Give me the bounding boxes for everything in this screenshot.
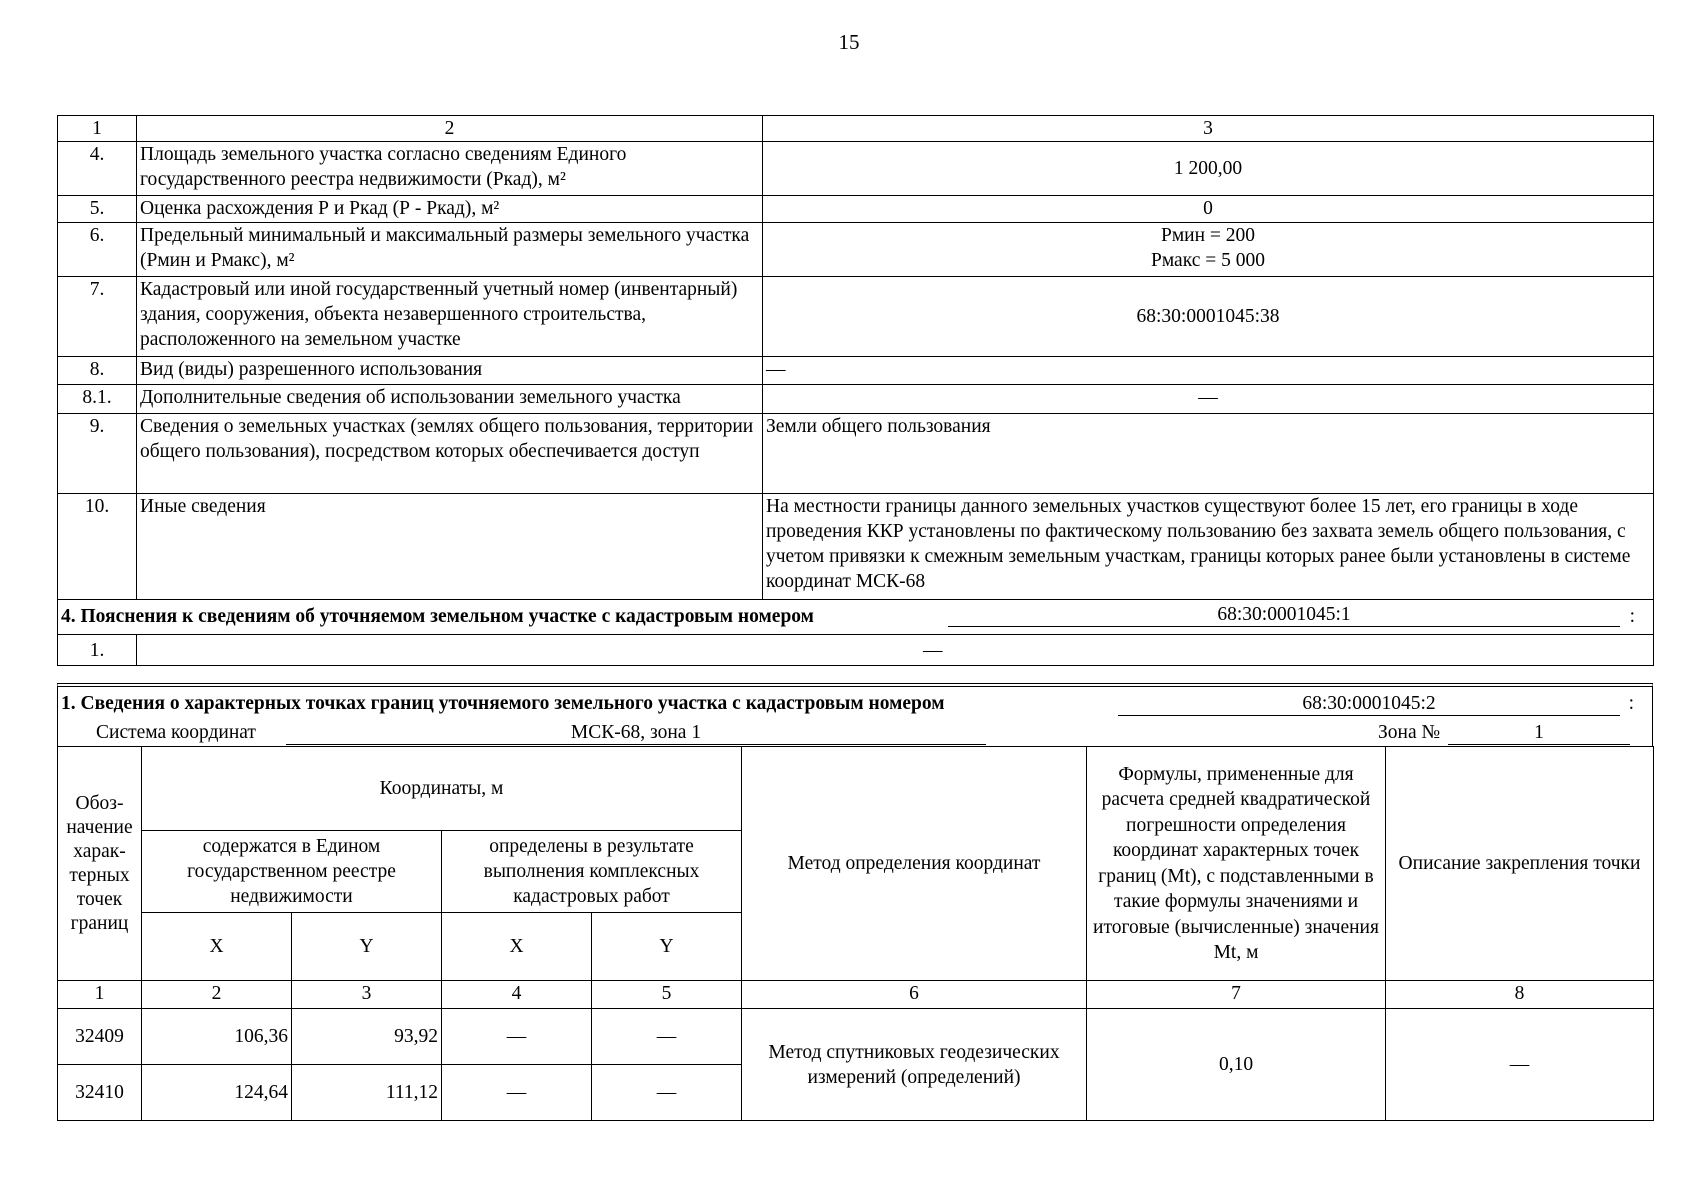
column-number: 4	[442, 981, 592, 1009]
table-row	[58, 414, 1654, 494]
section1-header	[57, 683, 1653, 746]
row-number: 1.	[58, 635, 137, 666]
table-row	[58, 223, 1654, 277]
section1-colon: :	[1628, 693, 1634, 714]
column-number: 7	[1087, 981, 1386, 1009]
header-method: Метод определения координат	[742, 747, 1087, 981]
min-size-value: Рмин = 200	[1160, 225, 1256, 246]
egrn-x: 106,36	[142, 1009, 292, 1065]
section4-row	[58, 600, 1654, 635]
row-value: —	[763, 385, 1654, 414]
column-number: 2	[142, 981, 292, 1009]
header-formulas: Формулы, примененные для расчета средней квадратической погрешности определения координат характерных точек границ (Mt), с подставленными в такие формулы значениями и итоговые (вычисленные) значения Mt, м	[1087, 747, 1386, 981]
header-designation: Обоз-начение харак-терных точек границ	[58, 747, 142, 981]
table-row	[58, 1009, 1654, 1065]
max-size-value: Рмакс = 5 000	[1151, 250, 1265, 271]
row-value: На местности границы данного земельных участков существуют более 15 лет, его границы в ходе проведения ККР установлены по фактическому пользованию без захвата земель общего пользования, с учетом привязки к смежным земельным участкам, границы которых ранее были установлены в системе координат МСК-68	[763, 494, 1654, 600]
row-value: —	[763, 357, 1654, 385]
row-value-cell	[763, 223, 1654, 277]
section1-title: 1. Сведения о характерных точках границ уточняемого земельного участка с кадастровым номером	[61, 693, 945, 714]
coord-system-label: Система координат	[96, 722, 256, 743]
kkr-y: —	[592, 1009, 742, 1065]
row-label: Кадастровый или иной государственный учетный номер (инвентарный) здания, сооружения, объекта незавершенного строительства, расположенного на земельном участке	[137, 277, 763, 357]
row-label: Площадь земельного участка согласно сведениям Единого государственного реестра недвижимости (Ркад), м²	[137, 142, 763, 196]
header-x: X	[442, 913, 592, 981]
zone-value: 1	[1448, 722, 1630, 745]
column-number: 8	[1386, 981, 1654, 1009]
section4-colon: :	[1629, 606, 1635, 627]
point-id: 32410	[58, 1065, 142, 1121]
table-row	[58, 196, 1654, 223]
kkr-y: —	[592, 1065, 742, 1121]
table-header-row	[58, 116, 1654, 142]
row-value: 0	[763, 196, 1654, 223]
header-coordinates: Координаты, м	[142, 747, 742, 831]
section4-cadastral-number: 68:30:0001045:1	[948, 604, 1620, 627]
table-row	[58, 277, 1654, 357]
row-value: —	[137, 635, 1654, 666]
row-number: 4.	[58, 142, 137, 196]
table-row	[58, 494, 1654, 600]
row-number: 10.	[58, 494, 137, 600]
row-number: 6.	[58, 223, 137, 277]
row-number: 8.	[58, 357, 137, 385]
row-label: Оценка расхождения Р и Ркад (Р - Ркад), м²	[137, 196, 763, 223]
row-number: 7.	[58, 277, 137, 357]
egrn-y: 111,12	[292, 1065, 442, 1121]
header-by-kkr: определены в результате выполнения комплексных кадастровых работ	[442, 831, 742, 913]
header-in-egrn: содержатся в Едином государственном реестре недвижимости	[142, 831, 442, 913]
egrn-y: 93,92	[292, 1009, 442, 1065]
row-label: Иные сведения	[137, 494, 763, 600]
table-row	[58, 385, 1654, 414]
column-number: 3	[763, 116, 1654, 142]
mt-value: 0,10	[1087, 1009, 1386, 1121]
row-label: Дополнительные сведения об использовании земельного участка	[137, 385, 763, 414]
column-number: 5	[592, 981, 742, 1009]
coord-system-value: МСК-68, зона 1	[286, 722, 986, 745]
row-label: Предельный минимальный и максимальный размеры земельного участка (Рмин и Рмакс), м²	[137, 223, 763, 277]
header-y: Y	[592, 913, 742, 981]
table-row	[58, 357, 1654, 385]
row-value: Земли общего пользования	[763, 414, 1654, 494]
row-value: 68:30:0001045:38	[763, 277, 1654, 357]
column-number: 1	[58, 116, 137, 142]
row-label: Вид (виды) разрешенного использования	[137, 357, 763, 385]
header-description: Описание закрепления точки	[1386, 747, 1654, 981]
row-number: 9.	[58, 414, 137, 494]
header-x: X	[142, 913, 292, 981]
column-number: 1	[58, 981, 142, 1009]
column-number: 3	[292, 981, 442, 1009]
zone-label: Зона №	[1378, 722, 1441, 743]
page-number: 15	[838, 30, 860, 54]
egrn-x: 124,64	[142, 1065, 292, 1121]
section4-item-row	[58, 635, 1654, 666]
row-label: Сведения о земельных участках (землях общего пользования, территории общего пользования), посредством которых обеспечивается доступ	[137, 414, 763, 494]
header-y: Y	[292, 913, 442, 981]
table-row	[58, 142, 1654, 196]
kkr-x: —	[442, 1065, 592, 1121]
description-value: —	[1386, 1009, 1654, 1121]
kkr-x: —	[442, 1009, 592, 1065]
column-numbers-row	[58, 981, 1654, 1009]
section4-title: 4. Пояснения к сведениям об уточняемом земельном участке с кадастровым номером	[61, 606, 814, 627]
section4-cell	[58, 600, 1654, 635]
point-id: 32409	[58, 1009, 142, 1065]
row-number: 8.1.	[58, 385, 137, 414]
column-number: 2	[137, 116, 763, 142]
row-number: 5.	[58, 196, 137, 223]
method-value: Метод спутниковых геодезических измерений (определений)	[742, 1009, 1087, 1121]
column-number: 6	[742, 981, 1087, 1009]
boundary-points-table	[57, 746, 1654, 1121]
section1-cadastral-number: 68:30:0001045:2	[1118, 693, 1620, 716]
header-row	[58, 747, 1654, 831]
plot-info-table	[57, 115, 1654, 666]
row-value: 1 200,00	[763, 142, 1654, 196]
